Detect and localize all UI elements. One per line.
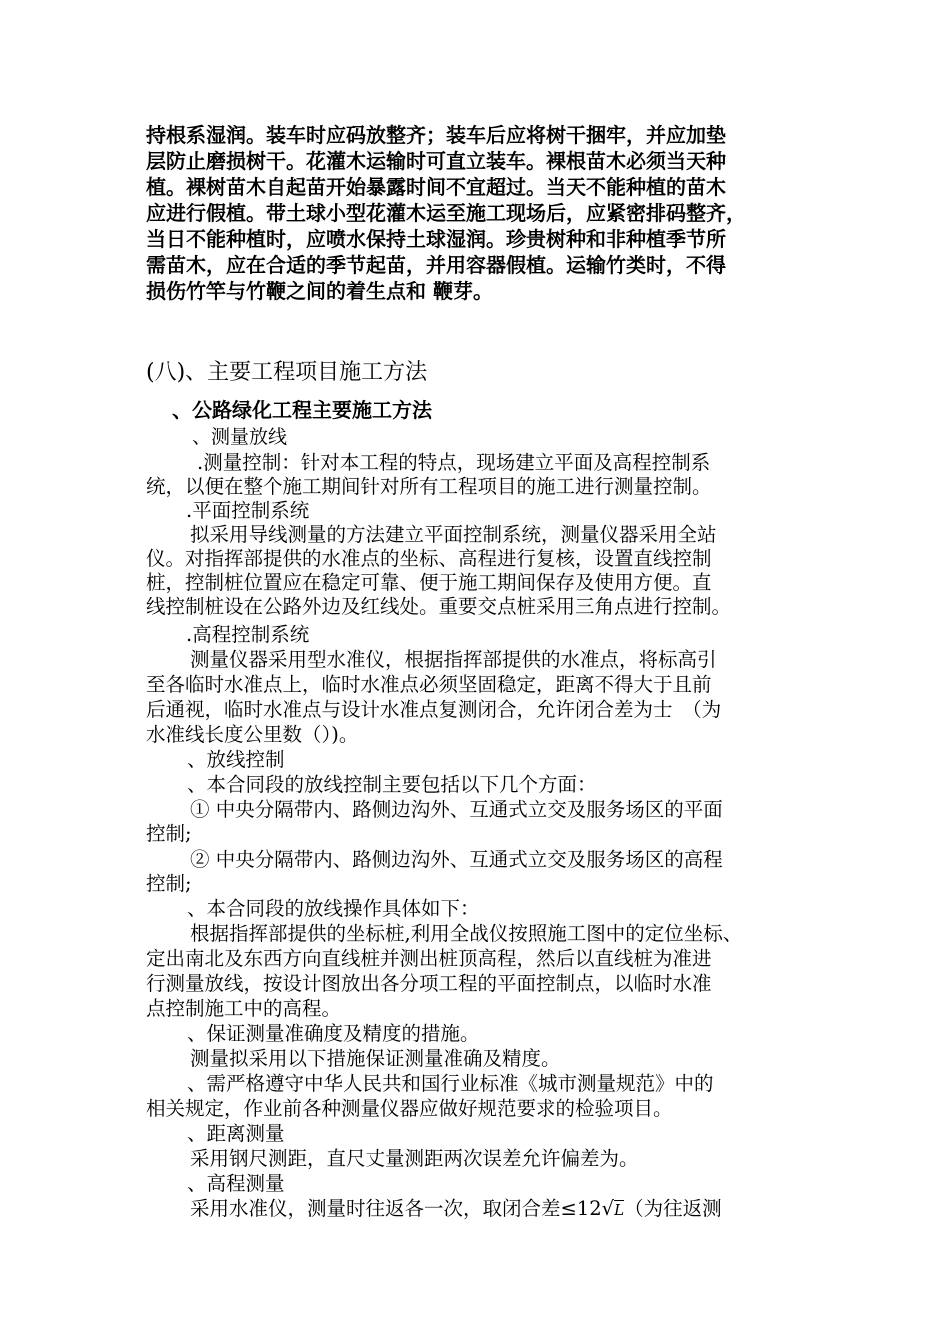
formula-text: 采用水准仪，测量时往返各一次，取闭合差≤12 xyxy=(190,1197,602,1220)
body-line: .高程控制系统 xyxy=(186,623,310,646)
body-line: 控制; xyxy=(146,872,192,895)
body-line: 、需严格遵守中华人民共和国行业标准《城市测量规范》中的 xyxy=(187,1072,714,1095)
paragraph-line: 持根系湿润。装车时应码放整齐；装车后应将树干捆牢，并应加垫 xyxy=(146,123,726,147)
sub-subsection-heading: 、测量放线 xyxy=(192,426,288,448)
body-line: 、本合同段的放线操作具体如下： xyxy=(187,897,480,920)
subsection-heading: 、公路绿化工程主要施工方法 xyxy=(172,398,432,422)
body-line: 、放线控制 xyxy=(187,748,285,771)
body-line: 、高程测量 xyxy=(187,1172,285,1195)
body-line: .测量控制：针对本工程的特点，现场建立平面及高程控制系 xyxy=(197,451,711,474)
paragraph-line: 当日不能种植时，应喷水保持土球湿润。珍贵树种和非种植季节所 xyxy=(146,227,726,251)
body-line: 统，以便在整个施工期间针对所有工程项目的施工进行测量控制。 xyxy=(146,475,712,498)
body-line: ① 中央分隔带内、路侧边沟外、互通式立交及服务场区的平面 xyxy=(190,798,723,821)
body-line: 测量拟采用以下措施保证测量准确及精度。 xyxy=(190,1047,561,1070)
body-line: 根据指挥部提供的坐标桩,利用全战仪按照施工图中的定位坐标、 xyxy=(190,922,743,945)
body-line: 仪。对指挥部提供的水准点的坐标、高程进行复核，设置直线控制 xyxy=(146,547,712,570)
body-line: 至各临时水准点上，临时水准点必须坚固稳定，距离不得大于且前 xyxy=(146,673,712,696)
section-heading: (八)、主要工程项目施工方法 xyxy=(146,360,428,385)
body-line: 桩，控制桩位置应在稳定可靠、便于施工期间保存及使用方便。直 xyxy=(146,571,712,594)
body-line: 点控制施工中的高程。 xyxy=(146,997,342,1020)
body-line: 、距离测量 xyxy=(187,1122,285,1145)
paragraph-line: 需苗木，应在合适的季节起苗，并用容器假植。运输竹类时，不得 xyxy=(146,253,726,277)
body-line: ② 中央分隔带内、路侧边沟外、互通式立交及服务场区的高程 xyxy=(190,848,723,871)
body-line: 测量仪器采用型水准仪，根据指挥部提供的水准点，将标高引 xyxy=(190,648,717,671)
body-line: 行测量放线，按设计图放出各分项工程的平面控制点，以临时水准 xyxy=(146,972,712,995)
paragraph-line: 层防止磨损树干。花灌木运输时可直立装车。裸根苗木必须当天种 xyxy=(146,149,726,173)
body-line: 相关规定，作业前各种测量仪器应做好规范要求的检验项目。 xyxy=(146,1097,673,1120)
formula-suffix: （为往返测 xyxy=(624,1197,722,1220)
top-paragraph xyxy=(146,122,826,304)
body-line-with-formula xyxy=(190,1197,722,1222)
paragraph-line: 植。裸树苗木自起苗开始暴露时间不宜超过。当天不能种植的苗木 xyxy=(146,175,726,199)
body-line: 后通视，临时水准点与设计水准点复测闭合，允许闭合差为士 （为 xyxy=(146,698,722,721)
body-line: 控制; xyxy=(146,822,192,845)
body-line: .平面控制系统 xyxy=(186,499,310,522)
body-line: 线控制桩设在公路外边及红线处。重要交点桩采用三角点进行控制。 xyxy=(146,595,732,618)
sqrt-argument: L xyxy=(614,1201,625,1219)
body-line: 、保证测量准确度及精度的措施。 xyxy=(187,1022,480,1045)
paragraph-line: 应进行假植。带土球小型花灌木运至施工现场后，应紧密排码整齐， xyxy=(146,201,746,225)
body-line: 、本合同段的放线控制主要包括以下几个方面： xyxy=(187,773,597,796)
body-line: 采用钢尺测距，直尺丈量测距两次误差允许偏差为。 xyxy=(190,1147,639,1170)
body-line: 定出南北及东西方向直线桩并测出桩顶高程，然后以直线桩为准进 xyxy=(146,947,712,970)
body-line: 水准线长度公里数（）)。 xyxy=(146,723,359,746)
sqrt-symbol: √ xyxy=(601,1197,615,1220)
paragraph-line: 损伤竹竿与竹鞭之间的着生点和 鞭芽。 xyxy=(146,279,493,303)
body-line: 拟采用导线测量的方法建立平面控制系统，测量仪器采用全站 xyxy=(190,523,717,546)
